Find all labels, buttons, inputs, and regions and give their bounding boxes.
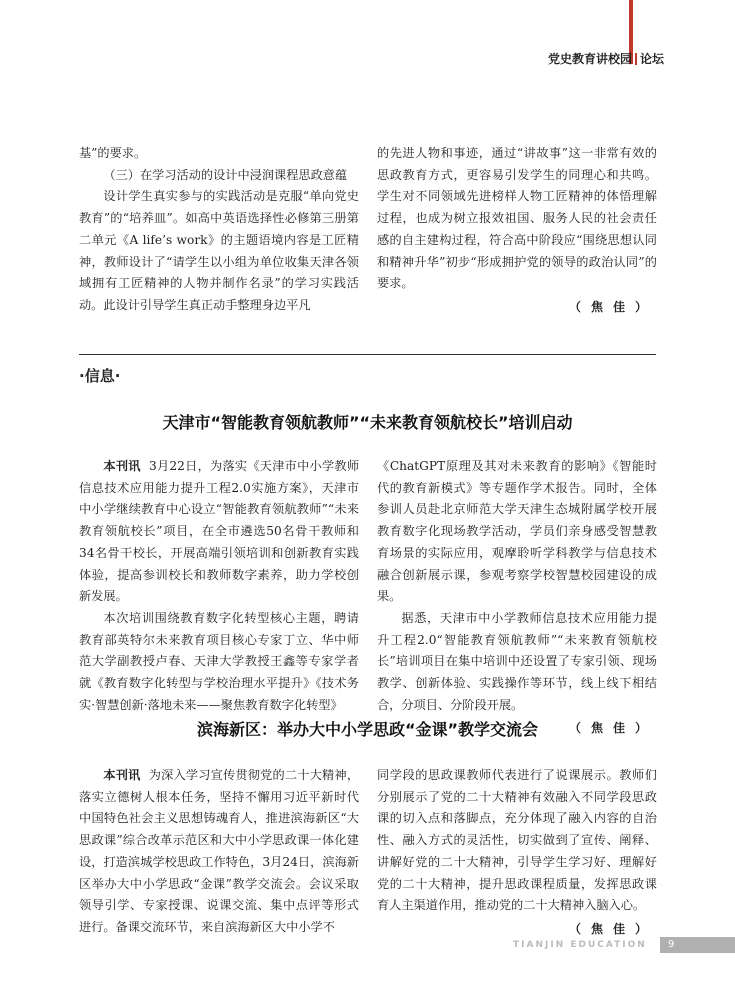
section-divider [79, 354, 656, 355]
news2-right-column [377, 765, 657, 941]
lead-marker: 本刊讯 [103, 768, 141, 782]
article1-right-column [377, 143, 657, 319]
article1-left-column [79, 143, 359, 317]
paragraph: 同学段的思政课教师代表进行了说课展示。教师们分别展示了党的二十大精神有效融入不同学段思政课的切入点和落脚点，充分体现了融入内容的自治性、融入方式的灵活性，切实做到了宣传、阐释、讲解好党的二十大精神，引导学生学习好、理解好党的二十大精神，提升思政课程质量，发挥思政课育人主渠道作用，推动党的二十大精神入脑入心。 [377, 768, 657, 913]
paragraph: 设计学生真实参与的实践活动是克服“单向党史教育”的“培养皿”。如高中英语选择性必修第三册第二单元《A life’s work》的主题语境内容是工匠精神，教师设计了“请学生以小组为单位收集天津各领域拥有工匠精神的人物并制作名录”的学习实践活动。此设计引导学生真正动手整理身边平凡 [79, 189, 359, 312]
header-separator [635, 53, 637, 65]
paragraph [79, 765, 359, 939]
author-byline: （焦佳） [568, 721, 657, 736]
page-number: 9 [660, 937, 735, 953]
footer-journal-name: TIANJIN EDUCATION [513, 940, 647, 950]
author-byline: （焦佳） [568, 921, 657, 936]
paragraph [79, 456, 359, 608]
paragraph: 的先进人物和事迹，通过“讲故事”这一非常有效的思政教育方式，更容易引发学生的同理心和共鸣。学生对不同领域先进榜样人物工匠精神的体悟理解过程，也成为树立报效祖国、服务人民的社会责任感的自主建构过程，符合高中阶段应“围绕思想认同和精神升华”初步“形成拥护党的领导的政治认同”的要求。 [377, 146, 657, 291]
paragraph-text: 为深入学习宣传贯彻党的二十大精神，落实立德树人根本任务，坚持不懈用习近平新时代中国特色社会主义思想铸魂育人，推进滨海新区“大思政课”综合改革示范区和大中小学思政课一体化建设，打造滨城学校思政工作特色，3月24日，滨海新区举办大中小学思政“金课”教学交流会。会议采取领导引学、专家授课、说课交流、集中点评等形式进行。备课交流环节，来自滨海新区大中小学不 [79, 768, 360, 934]
news2-title: 滨海新区：举办大中小学思政“金课”教学交流会 [196, 720, 539, 739]
running-header [548, 50, 664, 67]
paragraph: 《ChatGPT原理及其对未来教育的影响》《智能时代的教育新模式》等专题作学术报告。同时，全体参训人员赴北京师范大学天津生态城附属学校开展教育数字化现场教学活动，学员们亲身感受智慧教育场景的实际应用，观摩聆听学科教学与信息技术融合创新展示课，参观考察学校智慧校园建设的成果。 [377, 459, 657, 604]
author-byline: （焦佳） [568, 299, 657, 314]
news1-left-column [79, 456, 359, 716]
section-label: ·信息· [79, 367, 121, 385]
news2-left-column [79, 765, 359, 939]
paragraph: 本次培训围绕教育数字化转型核心主题，聘请教育部英特尔未来教育项目核心专家丁立、华中师范大学副教授卢春、天津大学教授王鑫等专家学者就《教育数字化转型与学校治理水平提升》《技术务实·智慧创新·落地未来——聚焦教育数字化转型》 [79, 610, 359, 712]
paragraph-text: 3月22日，为落实《天津市中小学教师信息技术应用能力提升工程2.0实施方案》，天津市中小学继续教育中心设立“智能教育领航教师”“未来教育领航校长”项目，在全市遴选50名骨干教师和34名骨干校长，开展高端引领培训和创新教育实践体验，提高参训校长和教师数字素养，助力学校创新发展。 [79, 459, 360, 604]
subheading: （三）在学习活动的设计中浸润课程思政意蕴 [103, 167, 348, 182]
news1-right-column [377, 456, 657, 740]
news1-title: 天津市“智能教育领航教师”“未来教育领航校长”培训启动 [162, 413, 573, 432]
header-title: 党史教育讲校园 [548, 52, 633, 66]
header-section: 论坛 [640, 52, 665, 66]
paragraph: 据悉，天津市中小学教师信息技术应用能力提升工程2.0“智能教育领航教师”“未来教育领航校长”培训项目在集中培训中还设置了专家引领、现场教学、创新体验、实践操作等环节，线上线下相结合，分项目、分阶段开展。 [377, 610, 657, 712]
lead-marker: 本刊讯 [103, 459, 141, 473]
paragraph: 基”的要求。 [79, 146, 147, 160]
